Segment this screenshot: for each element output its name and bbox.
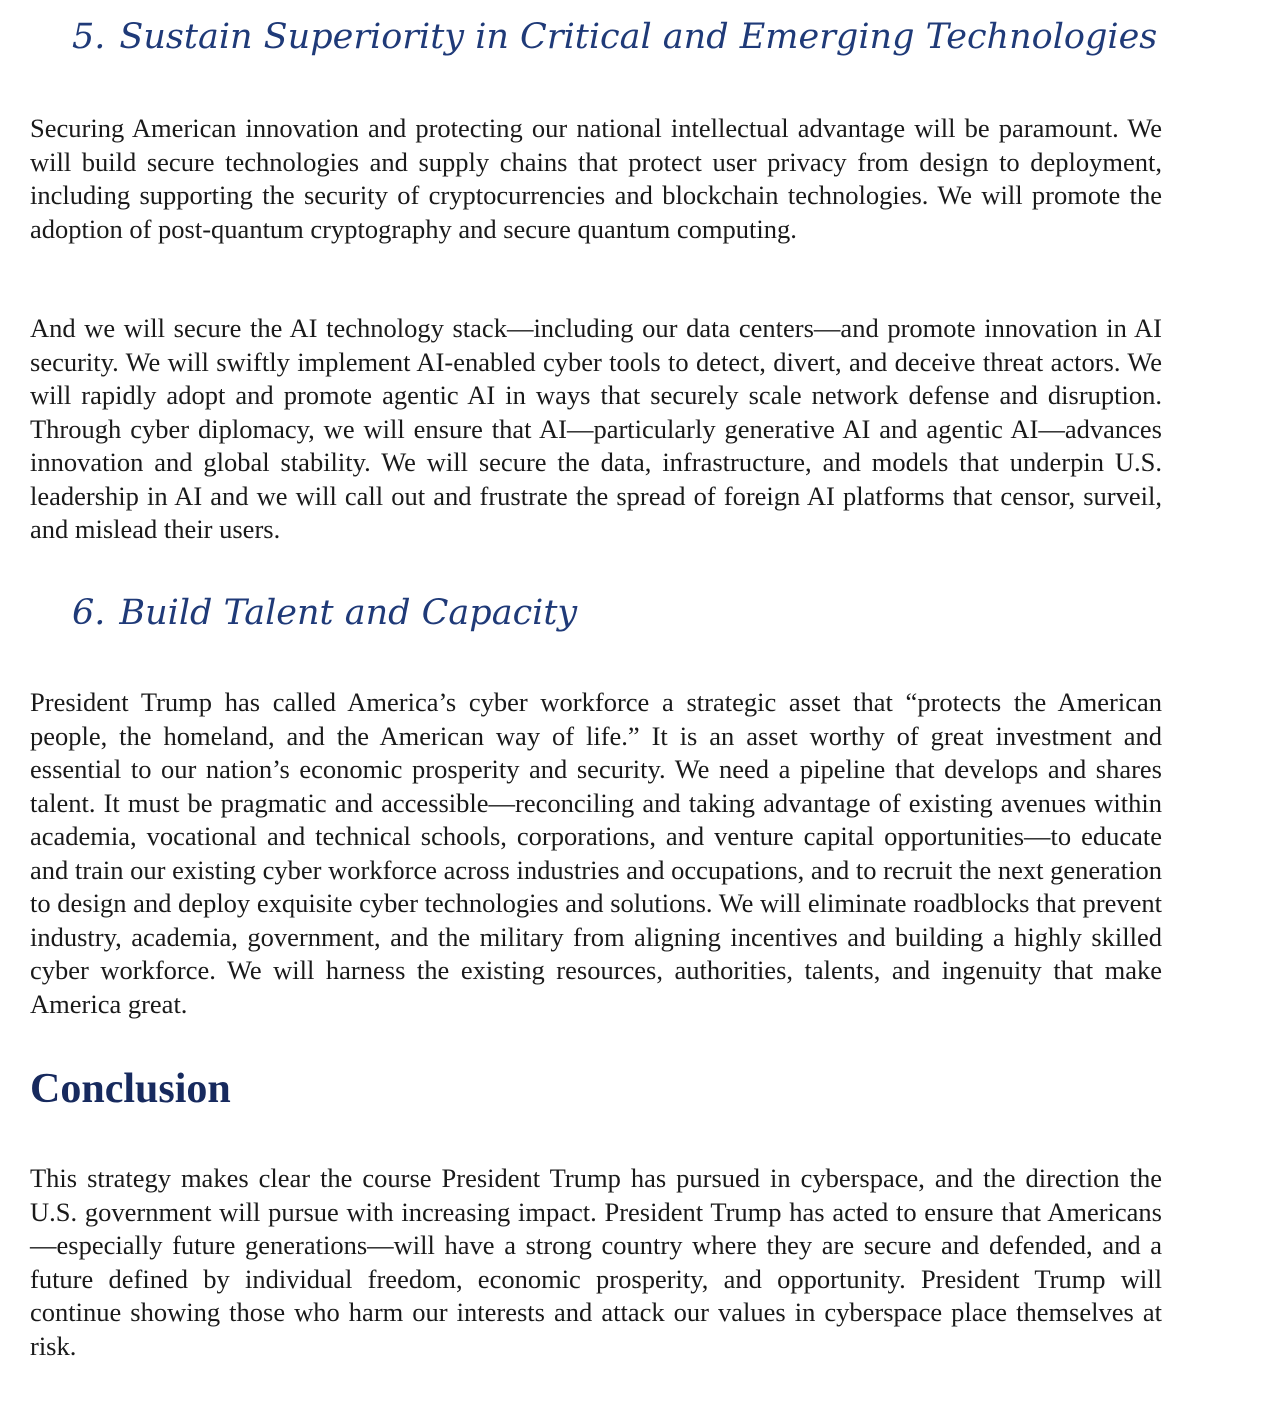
section-5-paragraph-1: Securing American innovation and protecting our national intellectual advantage will be paramount. We will build secure technologies and supply chains that protect user privacy from design to deployment, including supporting the security of cryptocurrencies and blockchain technologies. We will promote the adoption of post-quantum cryptography and secure quantum computing. xyxy=(30,113,1162,244)
section-5-number: 5. xyxy=(72,17,106,57)
section-5-heading xyxy=(72,16,1157,58)
conclusion-paragraph: This strategy makes clear the course President Trump has pursued in cyberspace, and the direction the U.S. government will pursue with increasing impact. President Trump has acted to ensure that Americans—especially future generations—will have a strong country where they are secure and defended, and a future defined by individual freedom, economic prosperity, and opportunity. President Trump will continue showing those who harm our interests and attack our values in cyberspace place themselves at risk. xyxy=(30,1163,1162,1361)
section-6-number: 6. xyxy=(72,593,106,633)
section-6-heading xyxy=(72,592,577,634)
section-5-title: Sustain Superiority in Critical and Emerging Technologies xyxy=(119,17,1158,57)
section-5-paragraph-2: And we will secure the AI technology stack—including our data centers—and promote innovation in AI security. We will swiftly implement AI-enabled cyber tools to detect, divert, and deceive threat actors. We will rapidly adopt and promote agentic AI in ways that securely scale network defense and disruption. Through cyber diplomacy, we will ensure that AI—particularly generative AI and agentic AI—advances innovation and global stability. We will secure the data, infrastructure, and models that underpin U.S. leadership in AI and we will call out and frustrate the spread of foreign AI platforms that censor, surveil, and mislead their users. xyxy=(30,313,1162,544)
section-6-paragraph-1: President Trump has called America’s cyber workforce a strategic asset that “protects the American people, the homeland, and the American way of life.” It is an asset worthy of great investment and essential to our nation’s economic prosperity and security. We need a pipeline that develops and shares talent. It must be pragmatic and accessible—reconciling and taking advantage of existing avenues within academia, vocational and technical schools, corporations, and venture capital opportunities—to educate and train our existing cyber workforce across industries and occupations, and to recruit the next generation to design and deploy exquisite cyber technologies and solutions. We will eliminate roadblocks that prevent industry, academia, government, and the military from aligning incentives and building a highly skilled cyber workforce. We will harness the existing resources, authorities, talents, and ingenuity that make America great. xyxy=(30,687,1162,1019)
conclusion-heading: Conclusion xyxy=(30,1066,231,1112)
section-6-title: Build Talent and Capacity xyxy=(119,593,578,633)
